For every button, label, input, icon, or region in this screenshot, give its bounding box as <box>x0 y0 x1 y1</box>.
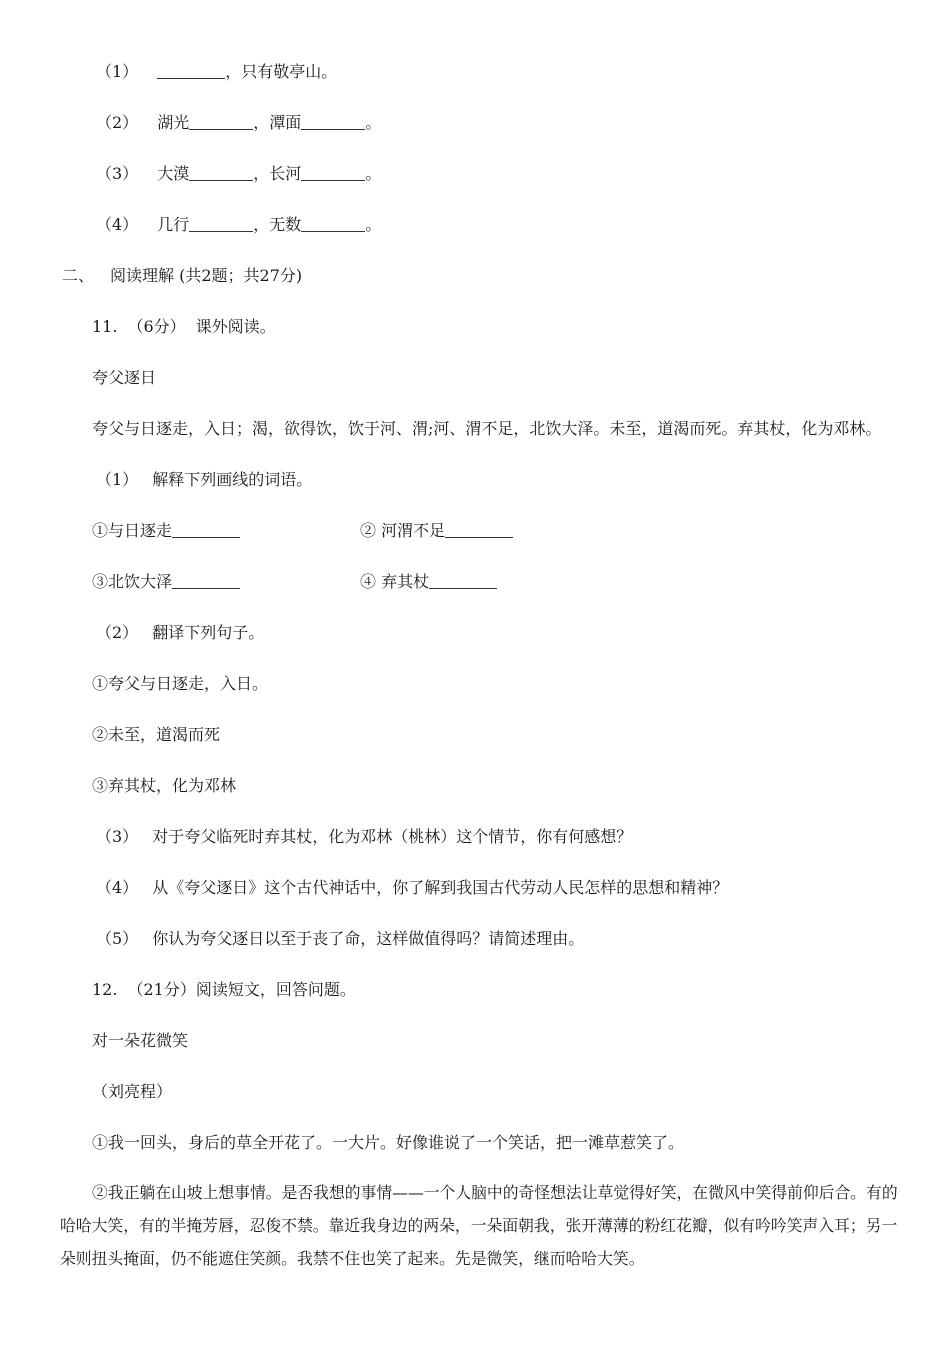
passage-title: 对一朵花微笑 <box>92 1031 189 1050</box>
blank-item-3: （3） 大漠 ，长河 。 <box>96 164 382 183</box>
answer-blank[interactable] <box>189 113 253 130</box>
passage-paragraph-1: ①我一回头，身后的草全开花了。一大片。好像谁说了一个笑话，把一滩草惹笑了。 <box>92 1133 685 1152</box>
sub-question-1: （1） 解释下列画线的词语。 <box>96 470 313 489</box>
passage-author: （刘亮程） <box>92 1082 173 1101</box>
answer-blank[interactable] <box>172 521 240 538</box>
sub-question-4: （4） 从《夸父逐日》这个古代神话中，你了解到我国古代劳动人民怎样的思想和精神？ <box>96 878 729 897</box>
sentence-2: ②未至，道渴而死 <box>92 725 221 744</box>
answer-blank[interactable] <box>301 113 365 130</box>
word-item-2: ② 河渭不足 <box>360 520 513 542</box>
word-item-1: ①与日逐走 <box>92 520 240 542</box>
passage-text: 夸父与日逐走，入日；渴，欲得饮，饮于河、渭;河、渭不足，北饮大泽。未至，道渴而死。弃其杖，化为邓林。 <box>92 419 882 438</box>
answer-blank[interactable] <box>301 215 365 232</box>
sentence-1: ①夸父与日逐走，入日。 <box>92 674 269 693</box>
question-11-header: 11. （6分） 课外阅读。 <box>92 317 276 336</box>
item-number: （4） <box>96 215 139 234</box>
answer-blank[interactable] <box>189 215 253 232</box>
question-12-header: 12. （21分）阅读短文，回答问题。 <box>92 980 356 999</box>
answer-blank[interactable] <box>429 572 497 589</box>
word-item-3: ③北饮大泽 <box>92 571 240 593</box>
answer-blank[interactable] <box>445 521 513 538</box>
answer-blank[interactable] <box>301 164 365 181</box>
item-number: （2） <box>96 113 139 132</box>
blank-item-4: （4） 几行 ，无数 。 <box>96 215 382 234</box>
passage-paragraph-2: ②我正躺在山坡上想事情。是否我想的事情——一个人脑中的奇怪想法让草觉得好笑，在微风中笑得前仰后合。有的哈哈大笑，有的半掩芳唇，忍俊不禁。靠近我身边的两朵，一朵面朝我，张开薄薄的粉红花瓣，似有吟吟笑声入耳；另一朵则扭头掩面，仍不能遮住笑颜。我禁不住也笑了起来。先是微笑，继而哈哈大笑。 <box>60 1183 898 1268</box>
item-number: （1） <box>96 62 139 81</box>
section-heading: 二、 阅读理解 (共2题；共27分) <box>62 266 303 285</box>
word-item-4: ④ 弃其杖 <box>360 571 497 593</box>
sub-question-5: （5） 你认为夸父逐日以至于丧了命，这样做值得吗？请简述理由。 <box>96 929 585 948</box>
answer-blank[interactable] <box>172 572 240 589</box>
item-number: （3） <box>96 164 139 183</box>
sub-question-3: （3） 对于夸父临死时弃其杖，化为邓林（桃林）这个情节，你有何感想？ <box>96 827 633 846</box>
blank-item-1: （1） ，只有敬亭山。 <box>96 62 338 81</box>
sentence-3: ③弃其杖，化为邓林 <box>92 776 237 795</box>
answer-blank[interactable] <box>157 62 225 79</box>
sub-question-2: （2） 翻译下列句子。 <box>96 623 265 642</box>
blank-item-2: （2） 湖光 ，潭面 。 <box>96 113 382 132</box>
passage-title: 夸父逐日 <box>92 368 157 387</box>
answer-blank[interactable] <box>189 164 253 181</box>
